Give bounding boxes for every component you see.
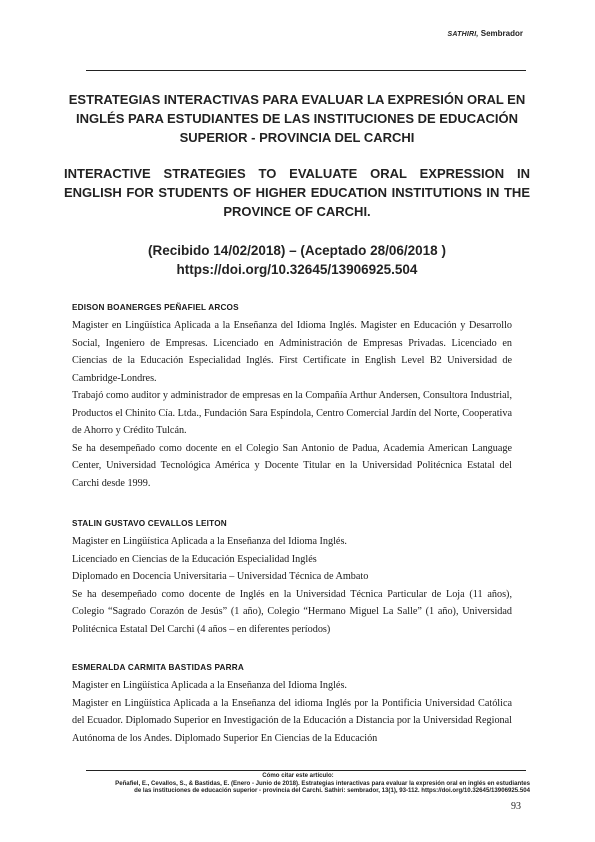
citation-line: Peñafiel, E., Cevallos, S., & Bastidas, E. (Enero - Junio de 2018). Estrategias interactivas para evaluar la expresión oral en inglés en estudiantes xyxy=(115,779,530,787)
citation-heading: Cómo citar este artículo: xyxy=(262,772,334,779)
citation-footer xyxy=(66,772,530,795)
bio-paragraph: Magister en Lingüística Aplicada a la Enseñanza del idioma Inglés por la Pontificia Universidad Católica del Ecuador. Diplomado Superior en Investigación de la Educación a Distancia por la Universidad Regional Autónoma de los Andes. Diplomado Superior En Ciencias de la Educación xyxy=(72,697,512,744)
page-number: 93 xyxy=(511,801,521,812)
running-head xyxy=(448,29,524,38)
author-bio-3 xyxy=(72,660,512,747)
title-spanish: ESTRATEGIAS INTERACTIVAS PARA EVALUAR LA EXPRESIÓN ORAL EN INGLÉS PARA ESTUDIANTES DE LAS INSTITUCIONES DE EDUCACIÓN SUPERIOR - PROVINCIA DEL CARCHI xyxy=(68,92,526,145)
author-name: EDISON BOANERGES PEÑAFIEL ARCOS xyxy=(72,303,239,312)
bio-paragraph: Magister en Lingüística Aplicada a la Enseñanza del Idioma Inglés. Magister en Educación y Desarrollo Social, Ingeniero de Empresas. Licenciado en Administración de Empresas Privadas. Licenciado en Ciencias de la Educación Especialidad Inglés. First Certificate in English Level B2 Universidad de Cambridge-Londres. xyxy=(72,320,512,384)
bio-paragraph: Se ha desempeñado como docente en el Colegio San Antonio de Padua, Academia American Language Center, Universidad Tecnológica América y Docente Titular en la Universidad Politécnica Estatal del Carchi desde 1999. xyxy=(72,442,512,489)
author-bio-2 xyxy=(72,516,512,638)
bio-paragraph: Licenciado en Ciencias de la Educación Especialidad Inglés xyxy=(72,553,317,565)
citation-line: de las instituciones de educación superior - provincia del Carchi. Sathiri: sembrador, 13(1), 93-112. https://doi.org/10.32645/13906925.504 xyxy=(134,787,530,795)
bio-paragraph: Magister en Lingüística Aplicada a la Enseñanza del Idioma Inglés. xyxy=(72,680,347,691)
bio-paragraph: Diplomado en Docencia Universitaria – Universidad Técnica de Ambato xyxy=(72,571,369,582)
author-bio-1 xyxy=(72,300,512,492)
footer-rule xyxy=(86,770,526,771)
dates-and-doi xyxy=(64,241,530,279)
author-name: ESMERALDA CARMITA BASTIDAS PARRA xyxy=(72,663,244,672)
journal-name-rest: Sembrador xyxy=(478,29,523,38)
bio-paragraph: Se ha desempeñado como docente de Inglés en la Universidad Técnica Particular de Loja (11 años), Colegio “Sagrado Corazón de Jesús” (1 año), Colegio “Hermano Miguel La Salle” (1 año), Universidad Politécnica Estatal Del Carchi (4 años – en diferentes períodos) xyxy=(72,588,512,635)
bio-paragraph: Magister en Lingüística Aplicada a la Enseñanza del Idioma Inglés. xyxy=(72,536,347,547)
received-accepted-dates: (Recibido 14/02/2018) – (Aceptado 28/06/2018 ) xyxy=(148,243,446,258)
header-rule xyxy=(86,70,526,71)
title-english: INTERACTIVE STRATEGIES TO EVALUATE ORAL EXPRESSION IN ENGLISH FOR STUDENTS OF HIGHER EDUCATION INSTITUTIONS IN THE PROVINCE OF CARCHI. xyxy=(64,166,530,219)
bio-paragraph: Trabajó como auditor y administrador de empresas en la Compañía Arthur Andersen, Consultora Industrial, Productos el Chinito Cía. Ltda., Fundación Sara Espíndola, Centro Comercial Jardín del Norte, Cooperativa de Ahorro y Crédito Tulcán. xyxy=(72,390,512,436)
author-name: STALIN GUSTAVO CEVALLOS LEITON xyxy=(72,519,227,528)
doi-link[interactable]: https://doi.org/10.32645/13906925.504 xyxy=(176,262,418,277)
journal-abbrev: SATHIRI, xyxy=(447,31,479,38)
